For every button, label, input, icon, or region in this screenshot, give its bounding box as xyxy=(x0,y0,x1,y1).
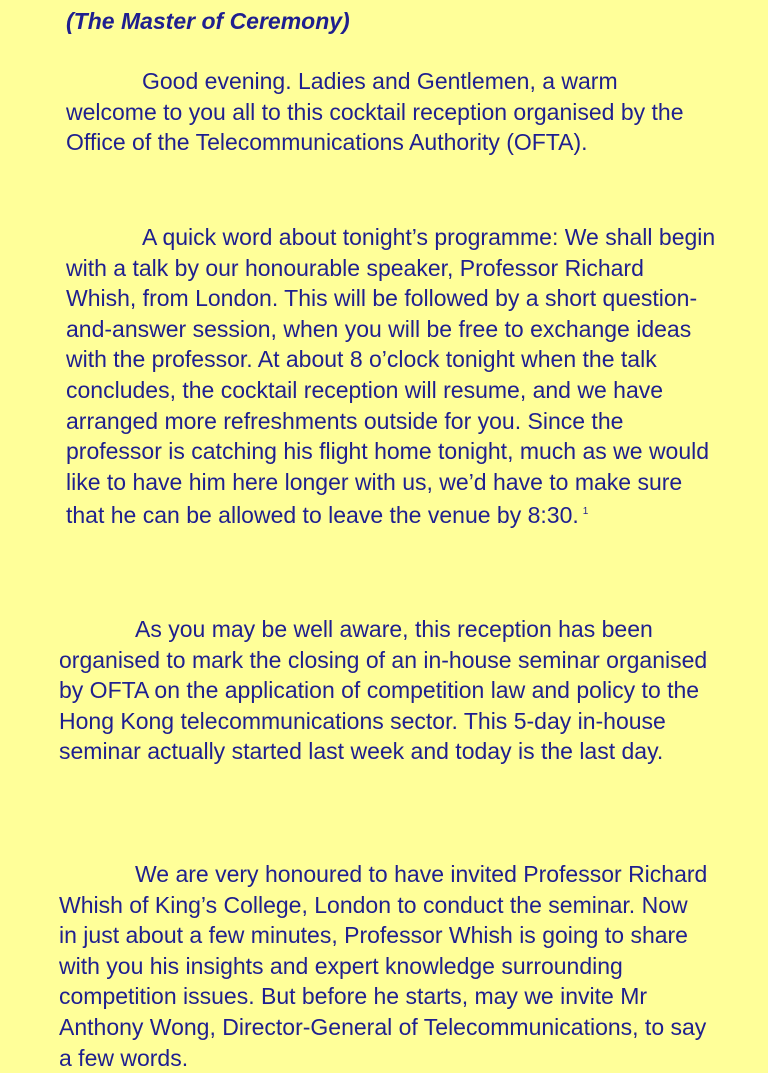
paragraph-seminar-context xyxy=(59,614,709,767)
paragraph-welcome xyxy=(66,66,706,158)
paragraph-text: As you may be well aware, this reception has been organised to mark the closing of an in-house seminar organised by OFTA on the application of competition law and policy to the Hong Kong telecommunications sector. This 5-day in-house seminar actually started last week and today is the last day. xyxy=(59,616,708,765)
paragraph-programme xyxy=(66,222,716,531)
paragraph-text: We are very honoured to have invited Professor Richard Whish of King’s College, London to conduct the seminar. Now in just about a few minutes, Professor Whish is going to share with you his insights and expert knowledge surrounding competition issues. But before he starts, may we invite Mr Anthony Wong, Director-General of Telecommunications, to say a few words. xyxy=(59,861,708,1071)
paragraph-text: A quick word about tonight’s programme: We shall begin with a talk by our honourable speaker, Professor Richard Whish, from London. This will be followed by a short question-and-answer session, when you will be free to exchange ideas with the professor. At about 8 o’clock tonight when the talk concludes, the cocktail reception will resume, and we have arranged more refreshments outside for you. Since the professor is catching his flight home tonight, much as we would like to have him here longer with us, we’d have to make sure that he can be allowed to leave the venue by 8:30. xyxy=(66,224,716,529)
paragraph-speaker-intro xyxy=(59,859,709,1073)
paragraph-text: Good evening. Ladies and Gentlemen, a warm welcome to you all to this cocktail reception organised by the Office of the Telecommunications Authority (OFTA). xyxy=(66,68,684,156)
speaker-heading: (The Master of Ceremony) xyxy=(66,8,350,34)
footnote-marker[interactable]: 1 xyxy=(582,506,589,518)
